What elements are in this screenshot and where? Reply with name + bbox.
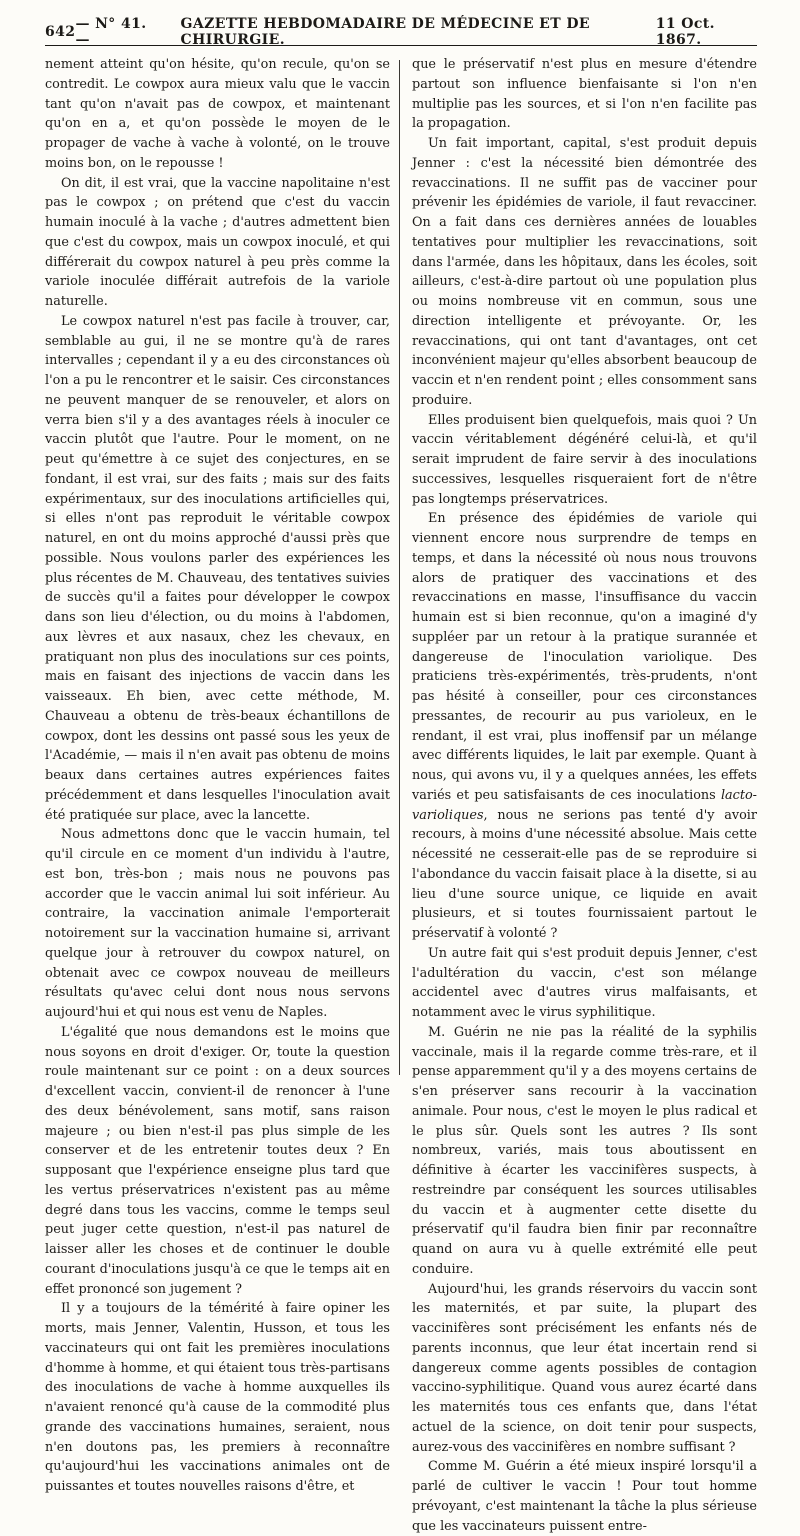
paragraph-text: En présence des épidémies de variole qui viennent encore nous surprendre de temps en temps, et dans la nécessité où nous nous trouvons alors de pratiquer des vaccinations et des revaccinations en masse, l'insuffisance du vaccin humain est si bien reconnue, qu'on a imaginé d'y suppléer par un retour à la pratique surannée et dangereuse de l'inoculation variolique. Des praticiens très-expérimentés, très-prudents, n'ont pas hésité à conseiller, pour ces circonstances pressantes, de recourir au pus varioleux, en le rendant, il est vrai, plus inoffensif par un mélange avec différents liquides, le lait par exemple. Quant à nous, qui avons vu, il y a quelques années, les effets variés et peu satisfaisants de ces inoculations (412, 511, 757, 803)
page-number: 642 (45, 24, 76, 40)
journal-title: GAZETTE HEBDOMADAIRE DE MÉDECINE ET DE CHIRURGIE. (180, 16, 590, 48)
paragraph: Il y a toujours de la témérité à faire opiner les morts, mais Jenner, Valentin, Husson, et tous les vaccinateurs qui ont fait les premières inoculations d'homme à homme, et qui étaient tous très-partisans des inoculations de vache à homme auxquelles ils n'avaient renoncé qu'à cause de la commodité plus grande des vaccinations humaines, seraient, nous n'en doutons pas, les premiers à reconnaître qu'aujourd'hui les vaccinations animales ont de puissantes et toutes nouvelles raisons d'être, et (45, 1301, 390, 1494)
header-rule (45, 45, 757, 46)
issue-date: 11 Oct. 1867. (655, 16, 715, 48)
issue-number: — N° 41. — (75, 16, 147, 48)
paragraph: Nous admettons donc que le vaccin humain, tel qu'il circule en ce moment d'un individu à l'autre, est bon, très-bon ; mais nous ne pouvons pas accorder que le vaccin animal lui soit inférieur. Au contraire, la vaccination animale l'emporterait notoirement sur la vaccination humaine si, arrivant quelque jour à retrouver du cowpox naturel, on obtenait avec ce cowpox nouveau de meilleurs résultats qu'avec celui dont nous nous servons aujourd'hui et qui nous est venu de Naples. (45, 827, 390, 1020)
paragraph: que le préservatif n'est plus en mesure d'étendre partout son influence bienfaisante si l'on n'en multiplie pas les sources, et si l'on n'en facilite pas la propagation. (412, 57, 757, 132)
paragraph: Elles produisent bien quelquefois, mais quoi ? Un vaccin véritablement dégénéré celui-là, et qu'il serait imprudent de faire servir à des inoculations successives, lesquelles risqueraient fort de n'être pas longtemps préservatrices. (412, 412, 757, 507)
paragraph: Comme M. Guérin a été mieux inspiré lorsqu'il a parlé de cultiver le vaccin ! Pour tout homme prévoyant, c'est maintenant la tâche la plus sérieuse que les vaccinateurs puissent entre- (412, 1459, 757, 1534)
paragraph: M. Guérin ne nie pas la réalité de la syphilis vaccinale, mais il la regarde comme très-rare, et il pense apparemment qu'il y a des moyens certains de s'en préserver sans recourir à la vaccination animale. Pour nous, c'est le moyen le plus radical et le plus sûr. Quels sont les autres ? Ils sont nombreux, variés, mais tous aboutissent en définitive à écarter les vaccinifères suspects, à restreindre par conséquent les sources utilisables du vaccin et à augmenter cette disette du préservatif qu'il faudra bien finir par reconnaître quand on aura vu à quelle extrémité elle peut conduire. (412, 1024, 757, 1277)
paragraph: On dit, il est vrai, que la vaccine napolitaine n'est pas le cowpox ; on prétend que c'est du vaccin humain inoculé à la vache ; d'autres admettent bien que c'est du cowpox, mais un cowpox inoculé, et qui différerait du cowpox naturel à peu près comme la variole inoculée différait autrefois de la variole naturelle. (45, 175, 390, 309)
paragraph: Un fait important, capital, s'est produit depuis Jenner : c'est la nécessité bien démontrée des revaccinations. Il ne suffit pas de vacciner pour prévenir les épidémies de variole, il faut revacciner. On a fait dans ces dernières années de louables tentatives pour multiplier les revaccinations, soit dans l'armée, dans les hôpitaux, dans les écoles, soit ailleurs, c'est-à-dire partout où une population plus ou moins nombreuse vit en commun, sous une direction intelligente et prévoyante. Or, les revaccinations, qui ont tant d'avantages, ont cet inconvénient majeur qu'elles absorbent beaucoup de vaccin et n'en rendent point ; elles consomment sans produire. (412, 136, 757, 408)
right-column (412, 55, 757, 1536)
left-column (45, 55, 390, 1497)
paragraph: nement atteint qu'on hésite, qu'on recule, qu'on se contredit. Le cowpox aura mieux valu que le vaccin tant qu'on n'avait pas de cowpox, et maintenant qu'on en a, et qu'on possède le moyen de le propager de vache à vache à volonté, on le trouve moins bon, on le repousse ! (45, 57, 390, 171)
paragraph: Aujourd'hui, les grands réservoirs du vaccin sont les maternités, et par suite, la plupart des vaccinifères sont précisément les enfants nés de parents inconnus, que leur état incertain rend si dangereux comme agents possibles de contagion vaccino-syphilitique. Quand vous aurez écarté dans les maternités tous ces enfants que, dans l'état actuel de la science, on doit tenir pour suspects, aurez-vous des vaccinifères en nombre suffisant ? (412, 1281, 757, 1455)
paragraph (412, 509, 757, 944)
paragraph-text: , nous ne serions pas tenté d'y avoir recours, à moins d'une nécessité absolue. Mais cette nécessité ne cesserait-elle pas de se reproduire si l'abondance du vaccin faisait place à la disette, si au lieu d'une source unique, ce liquide en avait plusieurs, et si toutes fournissaient partout le préservatif à volonté ? (412, 807, 757, 941)
paragraph: L'égalité que nous demandons est le moins que nous soyons en droit d'exiger. Or, toute la question roule maintenant sur ce point : on a deux sources d'excellent vaccin, convient-il de renoncer à l'une des deux bénévolement, sans motif, sans raison majeure ; ou bien n'est-il pas plus simple de les conserver et de les entretenir toutes deux ? En supposant que l'expérience enseigne plus tard que les vertus préservatrices n'existent pas au même degré dans tous les vaccins, comme le temps seul peut juger cette question, n'est-il pas naturel de laisser aller les choses et de continuer le double courant d'inoculations jusqu'à ce que le temps ait en effet prononcé son jugement ? (45, 1024, 390, 1297)
paragraph: Le cowpox naturel n'est pas facile à trouver, car, semblable au gui, il ne se montre qu'à de rares intervalles ; cependant il y a eu des circonstances où l'on a pu le rencontrer et le saisir. Ces circonstances ne peuvent manquer de se renouveler, et alors on verra bien s'il y a des avantages réels à inoculer ce vaccin plutôt que l'autre. Pour le moment, on ne peut qu'émettre à ce sujet des conjectures, en se fondant, il est vrai, sur des faits ; mais sur des faits expérimentaux, sur des inoculations artificielles qui, si elles n'ont pas reproduit le véritable cowpox naturel, en ont du moins approché d'aussi près que possible. Nous voulons parler des expériences les plus récentes de M. Chauveau, des tentatives suivies de succès qu'il a faites pour développer le cowpox dans son lieu d'élection, ou du moins à l'abdomen, aux lèvres et aux nasaux, chez les chevaux, en pratiquant non plus des inoculations sur ces points, mais en faisant des injections de vaccin dans les vaisseaux. Eh bien, avec cette méthode, M. Chauveau a obtenu de très-beaux échantillons de cowpox, dont les dessins ont passé sous les yeux de l'Académie, — mais il n'en avait pas obtenu de moins beaux dans certaines autres expériences faites précédemment et dans lesquelles l'inoculation avait été pratiquée sur place, avec la lancette. (45, 313, 390, 823)
page-header (45, 16, 757, 48)
column-divider (399, 60, 400, 1075)
italic-term: lacto-varioliques (412, 787, 757, 823)
paragraph: Un autre fait qui s'est produit depuis Jenner, c'est l'adultération du vaccin, c'est son mélange accidentel avec d'autres virus malfaisants, et notamment avec le virus syphilitique. (412, 945, 757, 1020)
